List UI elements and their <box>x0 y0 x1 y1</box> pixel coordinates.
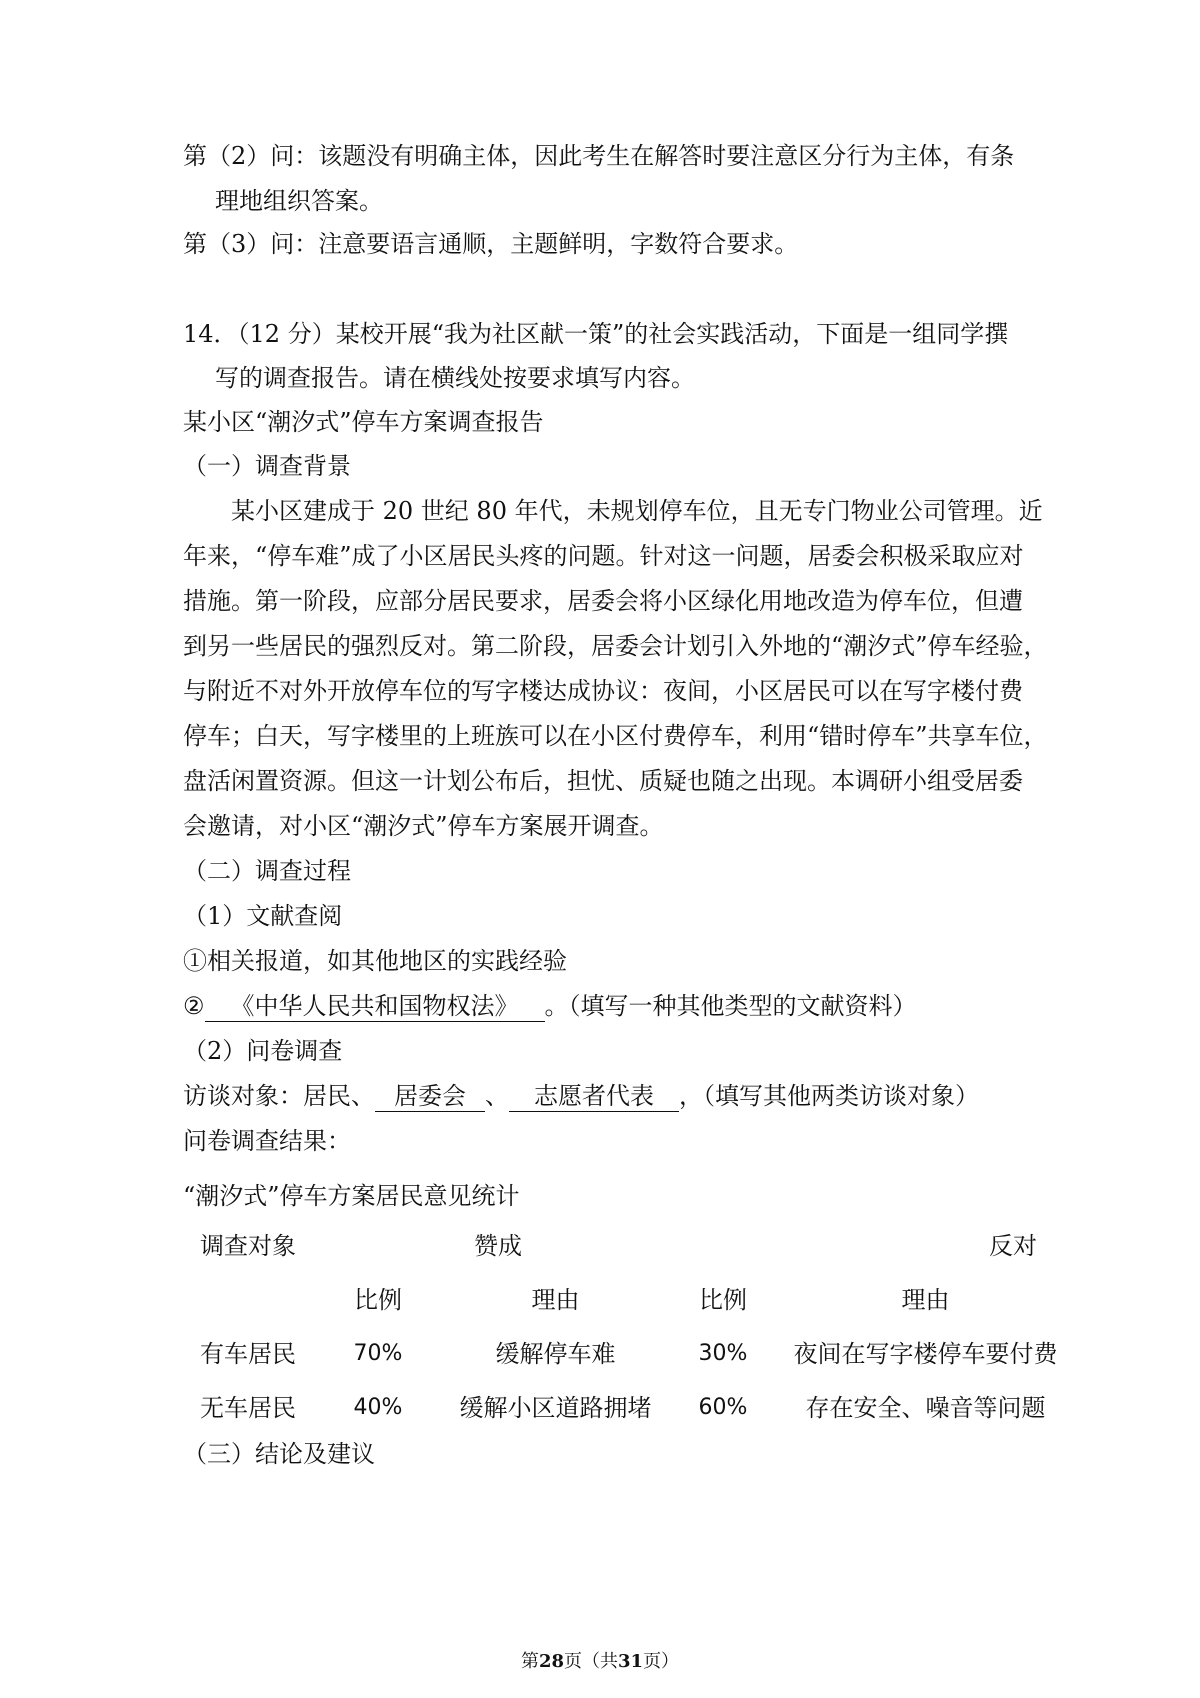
table-header-row <box>183 1230 1043 1284</box>
background-paragraph-line4: 到另一些居民的强烈反对。第二阶段，居委会计划引入外地的“潮汐式”停车经验， <box>183 632 1048 660</box>
footer-suffix: 页） <box>643 1651 680 1672</box>
survey-result-label: 问卷调查结果： <box>183 1127 351 1155</box>
interview-prefix: 访谈对象：居民、 <box>183 1082 375 1110</box>
literature-answer-blank: 《中华人民共和国物权法》 <box>205 991 545 1022</box>
subheader-reason-approve: 理由 <box>531 1286 580 1314</box>
row-object: 无车居民 <box>200 1394 296 1422</box>
subsection-literature: （1）文献查阅 <box>183 902 343 930</box>
row-approve-reason: 缓解小区道路拥堵 <box>459 1394 652 1422</box>
table-row <box>183 1338 1058 1392</box>
subheader-ratio-oppose: 比例 <box>699 1286 747 1314</box>
answer-note-2-line1: 第（2）问：该题没有明确主体，因此考生在解答时要注意区分行为主体，有条 <box>183 142 1015 170</box>
question-14-line1: 14．（12 分）某校开展“我为社区献一策”的社会实践活动，下面是一组同学撰 <box>183 320 1009 348</box>
interview-answer-blank-1: 居委会 <box>375 1081 485 1112</box>
background-paragraph-line5: 与附近不对外开放停车位的写字楼达成协议：夜间，小区居民可以在写字楼付费 <box>183 677 1023 705</box>
page-footer <box>0 1650 1200 1674</box>
subheader-ratio-approve: 比例 <box>354 1286 402 1314</box>
interview-separator: 、 <box>485 1082 509 1110</box>
section-process-heading: （二）调查过程 <box>183 857 351 885</box>
table-subheader-row <box>183 1284 1043 1338</box>
row-object: 有车居民 <box>200 1340 296 1368</box>
footer-mid: 页（共 <box>564 1651 618 1672</box>
footer-prefix: 第 <box>520 1651 539 1672</box>
row-approve-pct: 40% <box>353 1395 403 1420</box>
footer-total-pages: 31 <box>618 1651 644 1672</box>
background-paragraph-line6: 停车；白天，写字楼里的上班族可以在小区付费停车，利用“错时停车”共享车位， <box>183 722 1048 750</box>
footer-page-number: 28 <box>538 1651 564 1672</box>
section-conclusion-heading: （三）结论及建议 <box>183 1440 375 1468</box>
question-14-line2: 写的调查报告。请在横线处按要求填写内容。 <box>215 364 695 392</box>
background-paragraph-line7: 盘活闲置资源。但这一计划公布后，担忧、质疑也随之出现。本调研小组受居委 <box>183 767 1023 795</box>
header-oppose: 反对 <box>989 1232 1037 1260</box>
header-object: 调查对象 <box>200 1232 296 1260</box>
item-2-marker: ② <box>183 992 205 1020</box>
section-background-heading: （一）调查背景 <box>183 452 351 480</box>
row-oppose-pct: 60% <box>698 1395 748 1420</box>
row-approve-reason: 缓解停车难 <box>495 1340 616 1368</box>
header-approve: 赞成 <box>474 1232 522 1260</box>
background-paragraph-line1: 某小区建成于 20 世纪 80 年代，未规划停车位，且无专门物业公司管理。近 <box>231 497 1043 525</box>
background-paragraph-line2: 年来，“停车难”成了小区居民头疼的问题。针对这一问题，居委会积极采取应对 <box>183 542 1024 570</box>
interview-instruction: ，（填写其他两类访谈对象） <box>679 1082 979 1110</box>
subheader-reason-oppose: 理由 <box>901 1286 950 1314</box>
row-oppose-reason: 夜间在写字楼停车要付费 <box>793 1340 1058 1368</box>
row-oppose-pct: 30% <box>698 1341 748 1366</box>
opinion-table <box>183 1230 1058 1446</box>
background-paragraph-line8: 会邀请，对小区“潮汐式”停车方案展开调查。 <box>183 812 664 840</box>
report-title: 某小区“潮汐式”停车方案调查报告 <box>183 408 544 436</box>
literature-item-2 <box>183 990 917 1022</box>
row-oppose-reason: 存在安全、噪音等问题 <box>805 1394 1046 1422</box>
subsection-survey: （2）问卷调查 <box>183 1037 343 1065</box>
table-title: “潮汐式”停车方案居民意见统计 <box>183 1182 520 1210</box>
answer-note-3: 第（3）问：注意要语言通顺，主题鲜明，字数符合要求。 <box>183 230 799 258</box>
background-paragraph-line3: 措施。第一阶段，应部分居民要求，居委会将小区绿化用地改造为停车位，但遭 <box>183 587 1023 615</box>
interview-targets <box>183 1080 979 1112</box>
interview-answer-blank-2: 志愿者代表 <box>509 1081 679 1112</box>
item-2-instruction: 。（填写一种其他类型的文献资料） <box>544 992 917 1020</box>
literature-item-1: ①相关报道，如其他地区的实践经验 <box>183 947 567 975</box>
row-approve-pct: 70% <box>353 1341 403 1366</box>
answer-note-2-line2: 理地组织答案。 <box>215 187 383 215</box>
